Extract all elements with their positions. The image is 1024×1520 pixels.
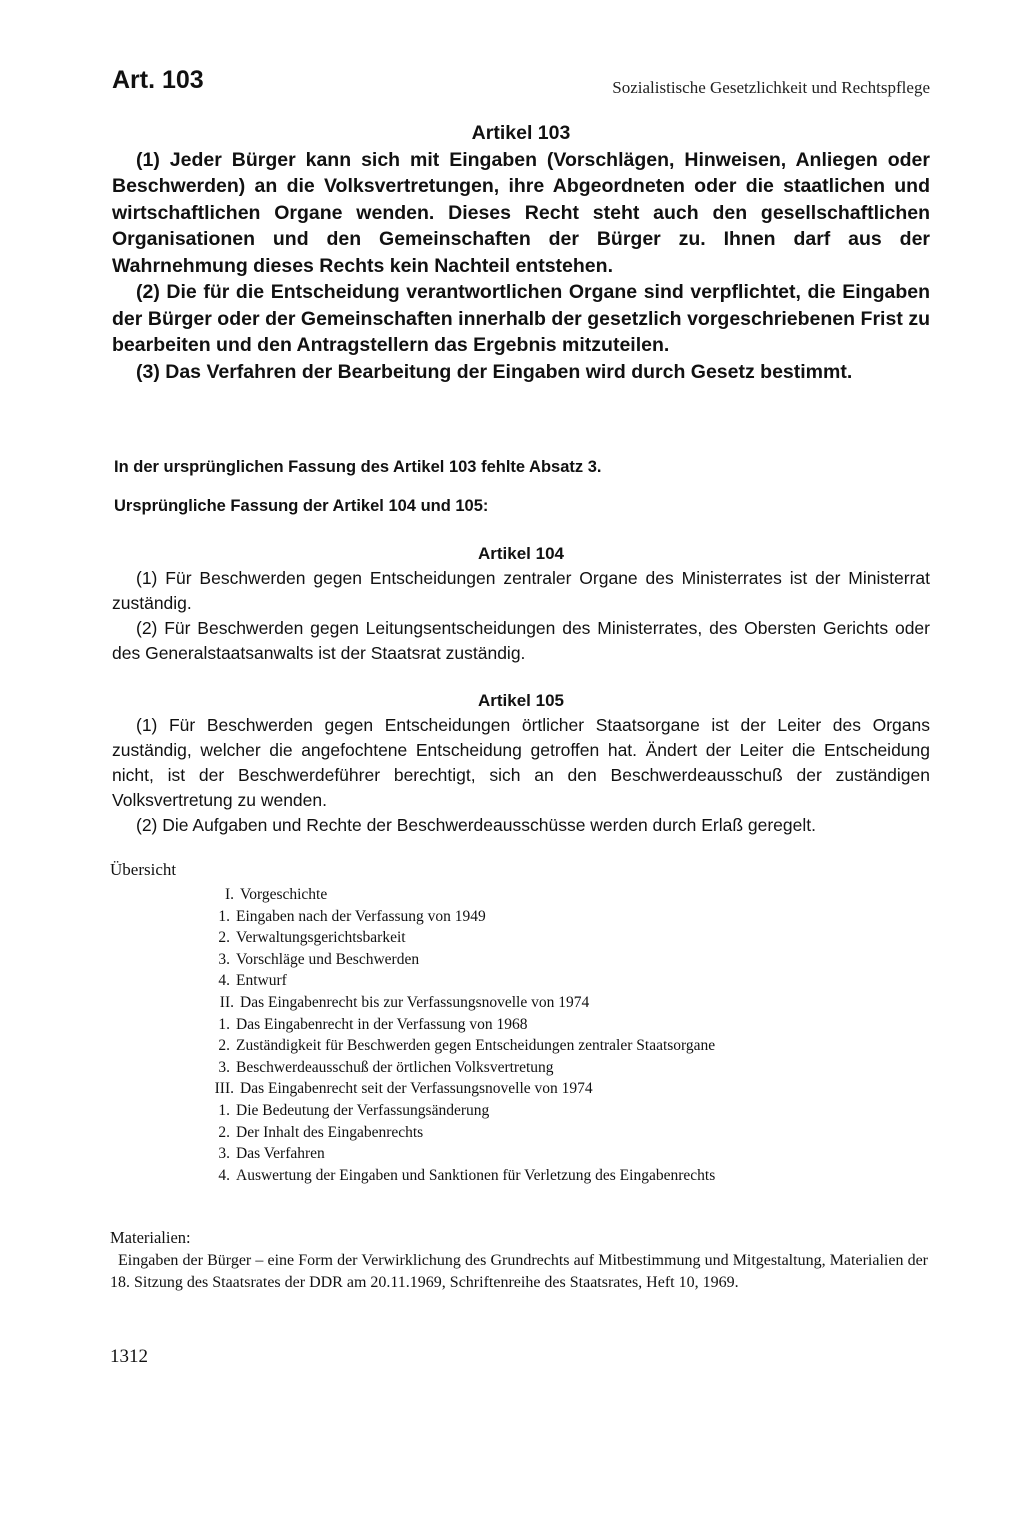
- overview-item: [110, 906, 910, 928]
- note-original-articles: Ursprüngliche Fassung der Artikel 104 und 105:: [114, 497, 489, 515]
- overview-section: [110, 1078, 910, 1100]
- overview-title: Übersicht: [110, 860, 177, 879]
- overview-section-number: I.: [224, 886, 234, 903]
- overview-list: [110, 884, 910, 1186]
- overview-item-number: 2.: [218, 1123, 230, 1141]
- overview-section-label: Vorgeschichte: [240, 886, 328, 903]
- header-article-ref: Art. 103: [112, 66, 204, 94]
- overview-item-label: Verwaltungsgerichtsbarkeit: [236, 929, 406, 947]
- overview-section-label: Das Eingabenrecht bis zur Verfassungsnovelle von 1974: [240, 993, 590, 1011]
- materials-text: Eingaben der Bürger – eine Form der Verwirklichung des Grundrechts auf Mitbestimmung und Mitgestaltung, Materialien der 18. Sitzung des Staatsrates der DDR am 20.11.1969, Schriftenreihe des Staatsrates, Heft 10, 1969.: [110, 1252, 928, 1291]
- overview-item-number: 3.: [218, 950, 230, 968]
- overview-item-number: 2.: [218, 929, 230, 947]
- overview-item: [110, 1122, 910, 1144]
- article-104-title: Artikel 104: [478, 544, 564, 563]
- header-running-title: Sozialistische Gesetzlichkeit und Rechtspflege: [612, 78, 930, 97]
- article-105-title: Artikel 105: [478, 691, 564, 710]
- article-104: [112, 541, 930, 666]
- overview-item: [110, 1057, 910, 1079]
- overview-item: [110, 970, 910, 992]
- overview-item-number: 4.: [218, 1166, 230, 1184]
- article-103-paragraph-1: (1) Jeder Bürger kann sich mit Eingaben (Vorschlägen, Hinweisen, Anliegen oder Beschwerden) an die Volksvertretungen, ihre Abgeordneten oder die staatlichen und wirtschaftlichen Organe wenden. Dieses Recht steht auch den gesellschaftlichen Organisationen und den Gemeinschaften der Bürger zu. Ihnen darf aus der Wahrnehmung dieses Rechts kein Nachteil entstehen.: [112, 148, 930, 277]
- overview-section: [110, 884, 910, 906]
- note-original-version: In der ursprünglichen Fassung des Artikel 103 fehlte Absatz 3.: [114, 458, 602, 476]
- overview-item-label: Auswertung der Eingaben und Sanktionen für Verletzung des Eingabenrechts: [236, 1166, 716, 1184]
- overview-item-label: Entwurf: [236, 972, 287, 990]
- overview-item: [110, 927, 910, 949]
- article-105-paragraph-2: (2) Die Aufgaben und Rechte der Beschwerdeausschüsse werden durch Erlaß geregelt.: [136, 815, 816, 835]
- materials-title: Materialien:: [110, 1228, 191, 1247]
- overview-item-label: Die Bedeutung der Verfassungsänderung: [236, 1101, 490, 1119]
- article-105: [112, 688, 930, 838]
- article-105-paragraph-1: (1) Für Beschwerden gegen Entscheidungen örtlicher Staatsorgane ist der Leiter des Organs zuständig, welcher die angefochtene Entscheidung getroffen hat. Ändert der Leiter die Entscheidung nicht, ist der Beschwerdeführer berechtigt, sich an den Beschwerdeausschuß der zuständigen Volksvertretung zu wenden.: [112, 715, 930, 810]
- overview-item-number: 1.: [218, 1101, 230, 1119]
- overview-section-number: III.: [214, 1080, 234, 1098]
- overview-item: [110, 1165, 910, 1187]
- overview-section: [110, 992, 910, 1014]
- article-103: [112, 120, 930, 385]
- overview-section-number: II.: [219, 993, 234, 1011]
- overview-item: [110, 1100, 910, 1122]
- overview-item-number: 2.: [218, 1037, 230, 1055]
- overview-item-label: Zuständigkeit für Beschwerden gegen Entscheidungen zentraler Staatsorgane: [236, 1037, 716, 1055]
- overview-item-label: Der Inhalt des Eingabenrechts: [236, 1123, 424, 1141]
- overview-item-number: 1.: [218, 1015, 230, 1033]
- overview-item-number: 1.: [218, 907, 230, 925]
- overview-item: [110, 1143, 910, 1165]
- overview-item-number: 3.: [218, 1145, 230, 1163]
- article-103-title: Artikel 103: [471, 122, 571, 144]
- overview-section-label: Das Eingabenrecht seit der Verfassungsnovelle von 1974: [240, 1080, 593, 1098]
- overview-item-label: Eingaben nach der Verfassung von 1949: [236, 907, 486, 925]
- overview-item-number: 4.: [218, 972, 230, 990]
- article-103-paragraph-2: (2) Die für die Entscheidung verantwortlichen Organe sind verpflichtet, die Eingaben der Bürger oder der Gemeinschaften innerhalb der gesetzlich vorgeschriebenen Frist zu bearbeiten und den Antragstellern das Ergebnis mitzuteilen.: [112, 281, 930, 356]
- overview-item-number: 3.: [218, 1058, 230, 1076]
- page-number: 1312: [110, 1346, 148, 1367]
- overview-item: [110, 1035, 910, 1057]
- overview-item-label: Das Eingabenrecht in der Verfassung von 1968: [236, 1015, 528, 1033]
- article-103-paragraph-3: (3) Das Verfahren der Bearbeitung der Eingaben wird durch Gesetz bestimmt.: [136, 360, 853, 383]
- article-104-paragraph-2: (2) Für Beschwerden gegen Leitungsentscheidungen des Ministerrates, des Obersten Gerichts oder des Generalstaatsanwalts ist der Staatsrat zuständig.: [112, 618, 930, 663]
- overview-item: [110, 1014, 910, 1036]
- overview-item: [110, 949, 910, 971]
- overview-item-label: Das Verfahren: [236, 1145, 325, 1163]
- article-104-paragraph-1: (1) Für Beschwerden gegen Entscheidungen zentraler Organe des Ministerrates ist der Ministerrat zuständig.: [112, 568, 930, 613]
- overview-item-label: Vorschläge und Beschwerden: [236, 950, 420, 968]
- overview-item-label: Beschwerdeausschuß der örtlichen Volksvertretung: [236, 1058, 554, 1076]
